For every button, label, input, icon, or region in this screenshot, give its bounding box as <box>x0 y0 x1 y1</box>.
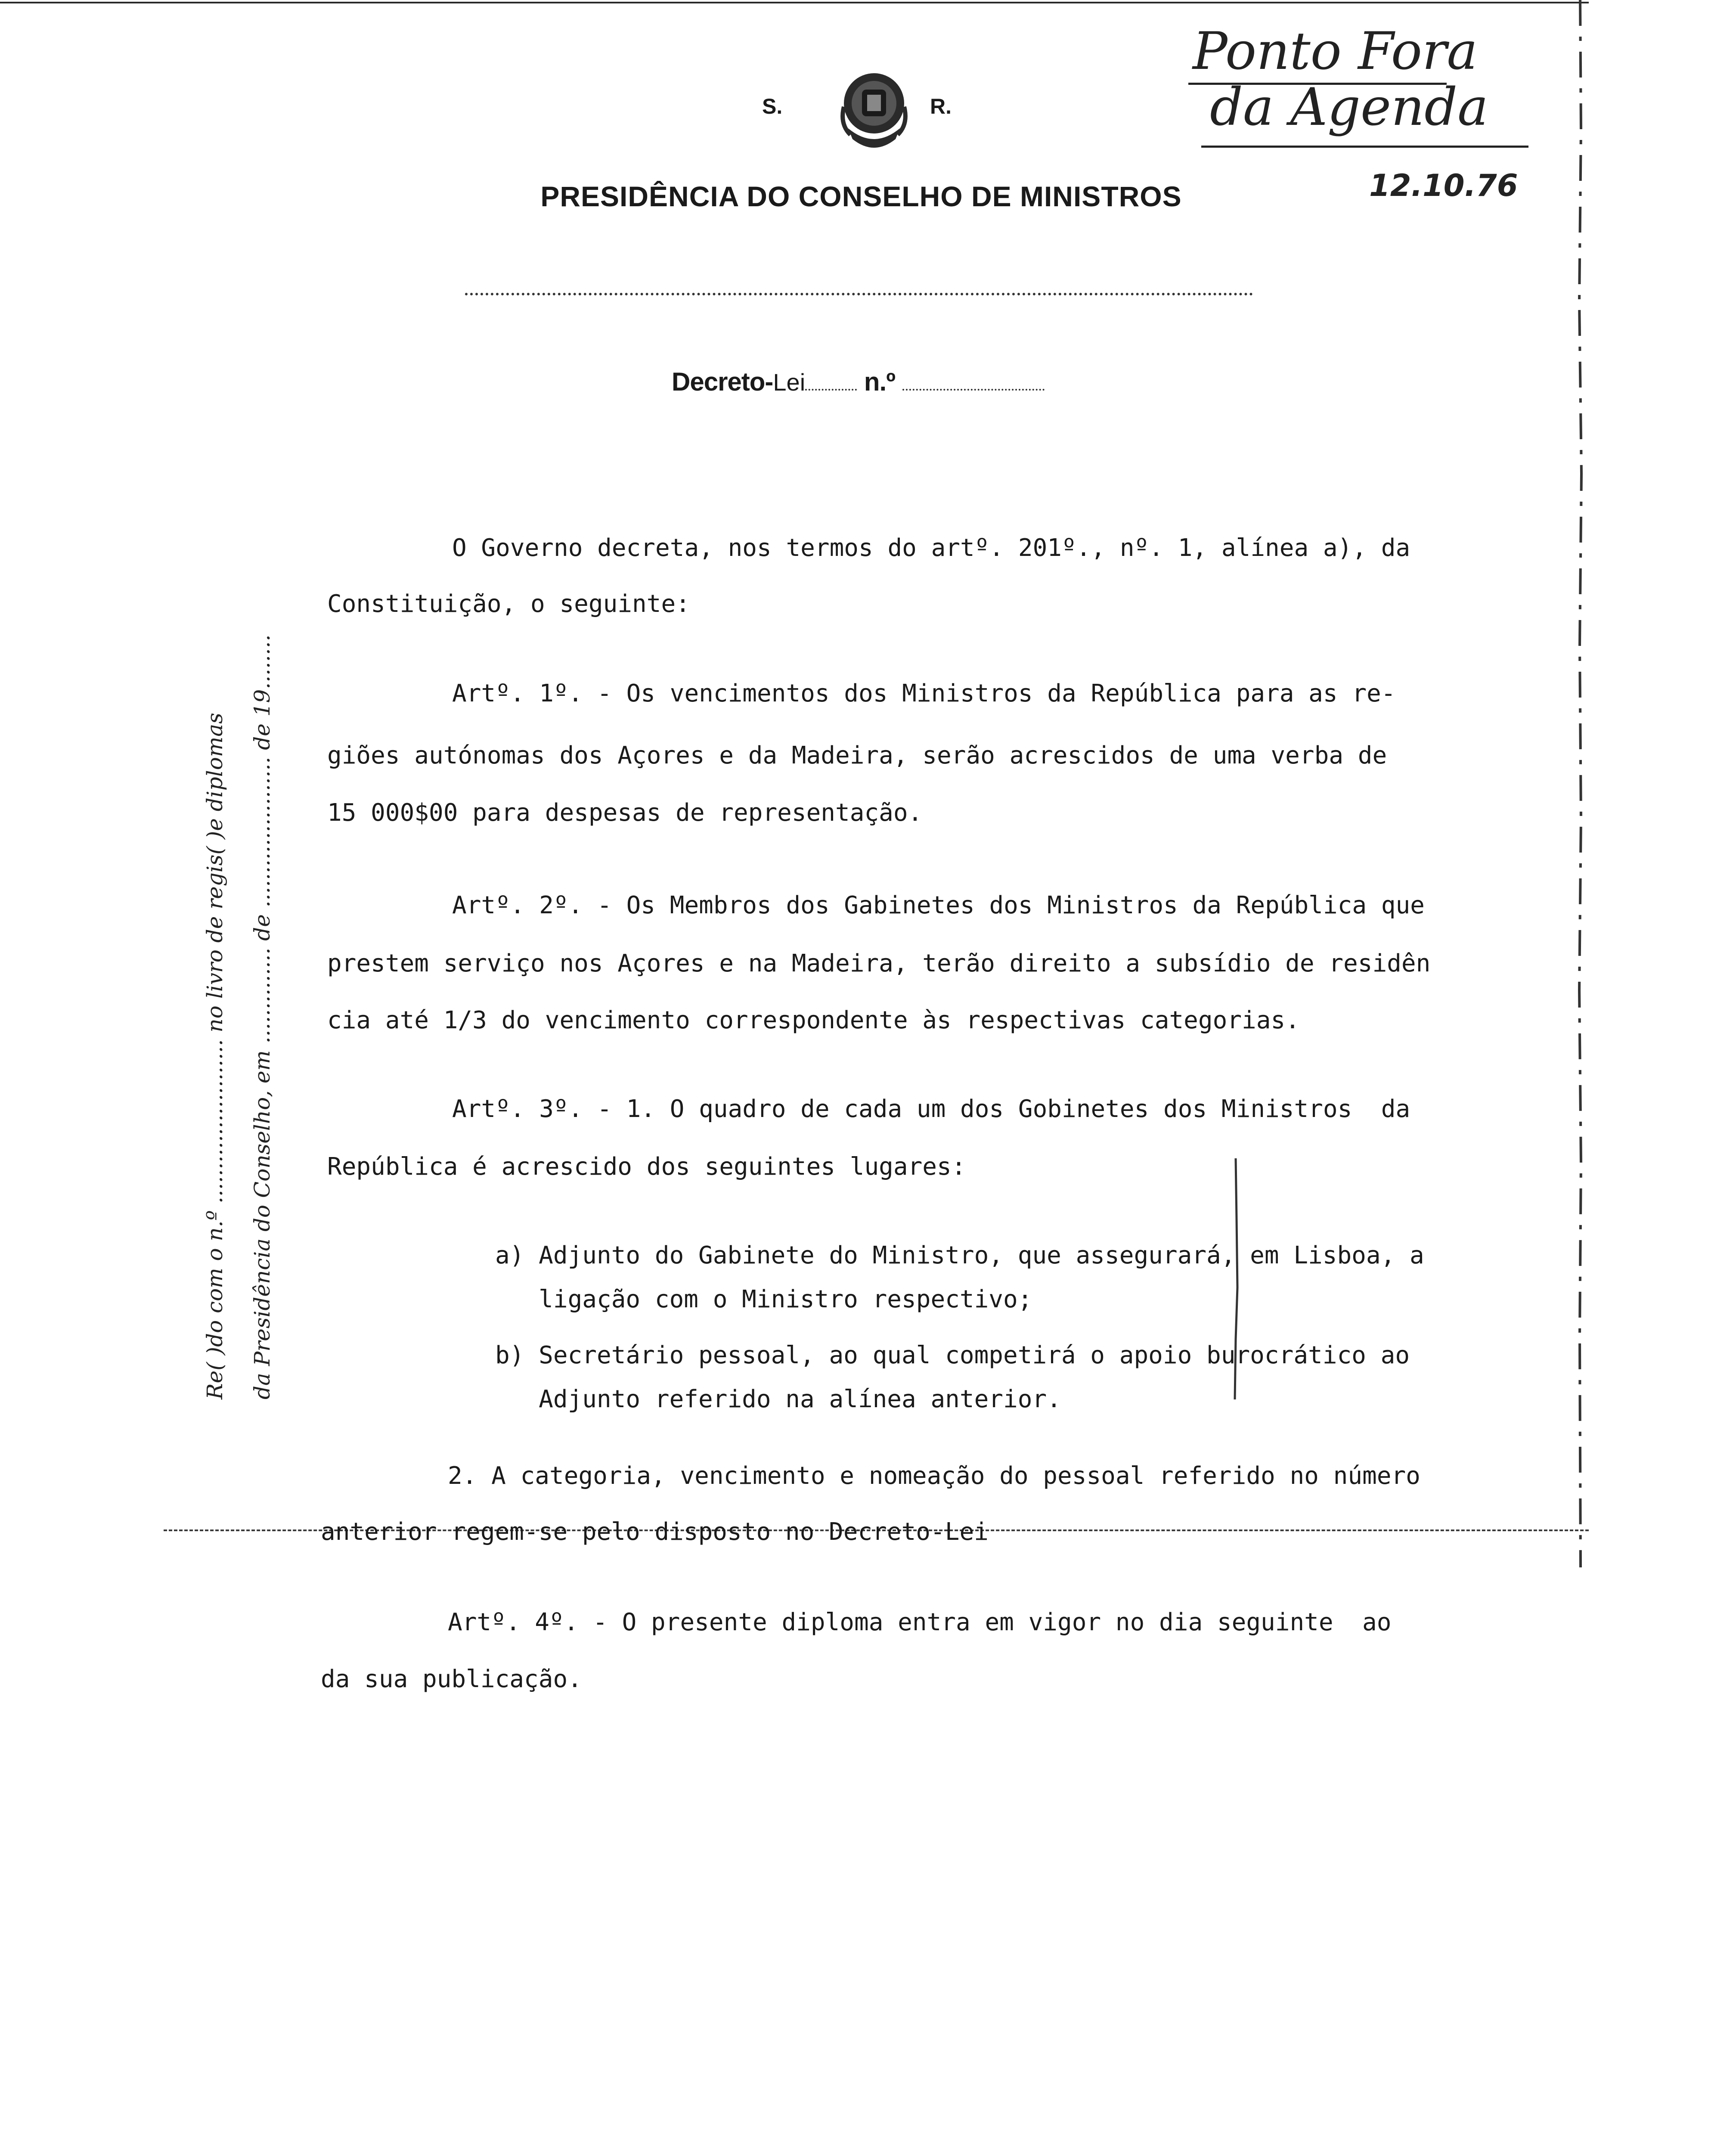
art3-a-line-1: a) Adjunto do Gabinete do Ministro, que assegurará, em Lisboa, a <box>495 1241 1424 1269</box>
coat-of-arms-seal-icon <box>831 64 917 158</box>
decree-number-label: n.º <box>864 367 896 396</box>
handwritten-underline-2 <box>1201 146 1528 148</box>
right-scan-edge <box>1572 0 1589 1567</box>
handwritten-note-line2: da Agenda <box>1210 78 1488 137</box>
decree-title <box>672 367 1045 397</box>
decree-blank-1 <box>805 370 857 391</box>
preamble-line-2: Constituição, o seguinte: <box>327 590 690 618</box>
r-letter: R. <box>930 94 952 118</box>
decree-prefix: Decreto- <box>672 367 773 396</box>
margin-note-line1: Re( )do com o n.º ........................ no livro de regis( )e diplomas <box>202 713 227 1399</box>
art3-line-2: República é acrescido dos seguintes lugares: <box>327 1153 966 1181</box>
margin-registration-note <box>194 590 306 1399</box>
s-letter: S. <box>762 94 783 118</box>
decree-lei: Lei <box>773 369 806 396</box>
art2-line-2: prestem serviço nos Açores e na Madeira, terão direito a subsídio de residên <box>327 949 1431 977</box>
header-title: PRESIDÊNCIA DO CONSELHO DE MINISTROS <box>540 180 1182 212</box>
handwritten-date: 12.10.76 <box>1369 168 1518 203</box>
art4-line-1: Artº. 4º. - O presente diploma entra em vigor no dia seguinte ao <box>448 1608 1392 1636</box>
art3-b-line-1: b) Secretário pessoal, ao qual competirá o apoio burocrático ao <box>495 1341 1410 1369</box>
top-edge-line <box>0 2 1589 3</box>
art3-2-line-2: anterior regem-se pelo disposto no Decreto-Lei <box>321 1518 989 1546</box>
decree-blank-2 <box>902 370 1045 391</box>
pen-stroke-mark <box>1231 1158 1300 1399</box>
handwritten-note-line1: Ponto Fora <box>1193 22 1478 81</box>
art4-line-2: da sua publicação. <box>321 1665 582 1693</box>
art3-line-1: Artº. 3º. - 1. O quadro de cada um dos Gobinetes dos Ministros da <box>452 1095 1410 1123</box>
margin-note-line2: da Presidência do Conselho, em .............. de ...................... de 19........ <box>250 634 275 1399</box>
art3-b-line-2: Adjunto referido na alínea anterior. <box>495 1385 1061 1413</box>
art3-2-line-1: 2. A categoria, vencimento e nomeação do pessoal referido no número <box>448 1462 1420 1490</box>
art2-line-3: cia até 1/3 do vencimento correspondente às respectivas categorias. <box>327 1006 1300 1034</box>
header-dotted-rule <box>465 293 1253 295</box>
preamble-line-1: O Governo decreta, nos termos do artº. 201º., nº. 1, alínea a), da <box>452 534 1410 562</box>
art1-line-1: Artº. 1º. - Os vencimentos dos Ministros da República para as re- <box>452 679 1396 707</box>
art1-line-3: 15 000$00 para despesas de representação. <box>327 799 923 827</box>
art2-line-1: Artº. 2º. - Os Membros dos Gabinetes dos Ministros da República que <box>452 891 1425 919</box>
art3-a-line-2: ligação com o Ministro respectivo; <box>495 1285 1032 1313</box>
art1-line-2: giões autónomas dos Açores e da Madeira, serão acrescidos de uma verba de <box>327 741 1387 769</box>
